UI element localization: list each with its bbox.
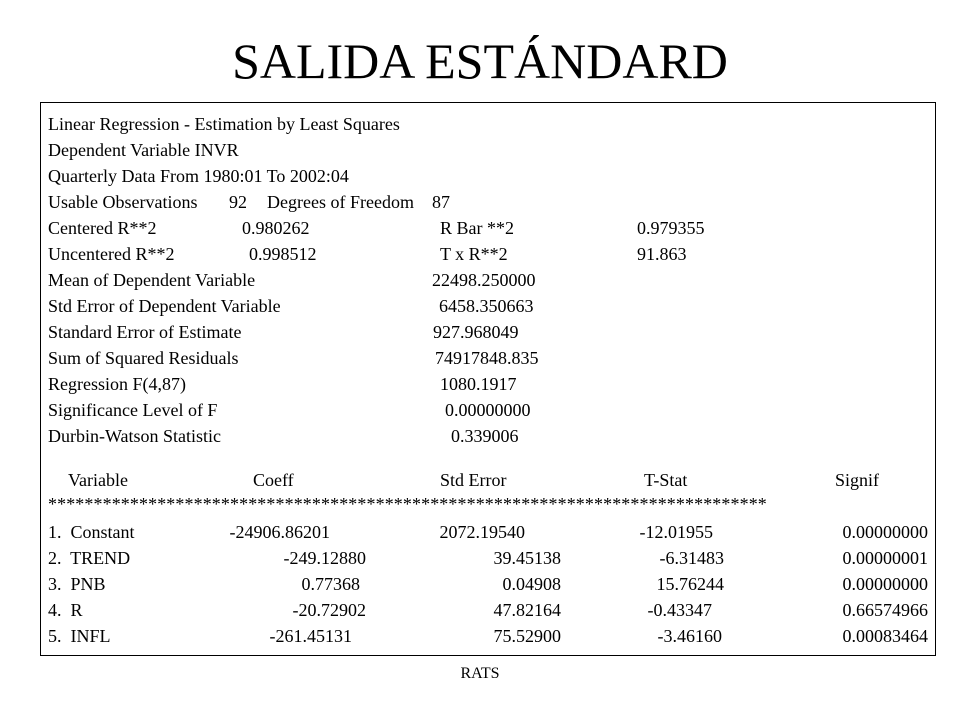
stat-label: Sum of Squared Residuals <box>48 348 239 368</box>
degrees-of-freedom-value: 87 <box>432 192 450 212</box>
column-header-coeff: Coeff <box>253 470 294 490</box>
row-t-stat: -0.43347 <box>647 600 712 620</box>
row-variable: 2. TREND <box>48 548 131 568</box>
observations-line <box>48 189 928 215</box>
table-header <box>48 467 928 493</box>
row-signif: 0.00083464 <box>842 626 928 646</box>
stat-value: 1080.1917 <box>440 374 517 394</box>
stat-value: 22498.250000 <box>432 270 536 290</box>
row-variable: 1. Constant <box>48 522 135 542</box>
row-signif: 0.00000000 <box>842 522 928 542</box>
row-signif: 0.00000000 <box>842 574 928 594</box>
stat-line <box>48 371 928 397</box>
usable-observations-value: 92 <box>229 192 247 212</box>
stat-value: 0.00000000 <box>445 400 531 420</box>
stat-line <box>48 215 928 241</box>
row-coeff: -24906.86201 <box>229 522 330 542</box>
stat-value: 0.980262 <box>242 218 310 238</box>
estimation-method: Linear Regression - Estimation by Least Squares <box>48 114 400 134</box>
row-t-stat: -3.46160 <box>657 626 722 646</box>
row-coeff: -249.12880 <box>283 548 366 568</box>
row-variable: 5. INFL <box>48 626 111 646</box>
usable-observations-label: Usable Observations <box>48 192 198 212</box>
stat-value: 0.339006 <box>451 426 519 446</box>
stat-value: 6458.350663 <box>439 296 534 316</box>
stat-label: Standard Error of Estimate <box>48 322 242 342</box>
table-row <box>48 545 928 571</box>
table-row <box>48 623 928 649</box>
stat-label: Durbin-Watson Statistic <box>48 426 222 446</box>
data-period: Quarterly Data From 1980:01 To 2002:04 <box>48 166 349 186</box>
dependent-variable: Dependent Variable INVR <box>48 140 239 160</box>
column-header-variable: Variable <box>68 470 128 490</box>
table-separator: ******************************************************************************* <box>48 494 767 514</box>
table-row <box>48 597 928 623</box>
stat-label: Centered R**2 <box>48 218 157 238</box>
degrees-of-freedom-label: Degrees of Freedom <box>267 192 414 212</box>
slide-title: SALIDA ESTÁNDARD <box>232 33 728 89</box>
row-std-error: 2072.19540 <box>439 522 525 542</box>
stat-line <box>48 319 928 345</box>
row-coeff: 0.77368 <box>301 574 360 594</box>
row-std-error: 75.52900 <box>493 626 561 646</box>
row-variable: 3. PNB <box>48 574 106 594</box>
column-header-signif: Signif <box>835 470 880 490</box>
regression-output-box <box>40 102 936 656</box>
row-t-stat: -12.01955 <box>639 522 713 542</box>
table-row <box>48 571 928 597</box>
column-header-t-stat: T-Stat <box>644 470 688 490</box>
stat-value-2: 91.863 <box>637 244 687 264</box>
stat-label: Regression F(4,87) <box>48 374 186 394</box>
row-signif: 0.00000001 <box>842 548 928 568</box>
row-coeff: -20.72902 <box>292 600 366 620</box>
stat-line <box>48 293 928 319</box>
stat-value: 927.968049 <box>433 322 519 342</box>
stat-label-2: T x R**2 <box>440 244 508 264</box>
stat-label: Std Error of Dependent Variable <box>48 296 281 316</box>
row-std-error: 39.45138 <box>493 548 561 568</box>
row-signif: 0.66574966 <box>842 600 928 620</box>
table-row <box>48 519 928 545</box>
stat-value-2: 0.979355 <box>637 218 705 238</box>
footer-source: RATS <box>460 665 500 682</box>
stat-label: Mean of Dependent Variable <box>48 270 256 290</box>
stat-value: 74917848.835 <box>435 348 539 368</box>
stat-line <box>48 241 928 267</box>
stat-label: Uncentered R**2 <box>48 244 175 264</box>
row-t-stat: 15.76244 <box>656 574 724 594</box>
row-t-stat: -6.31483 <box>659 548 724 568</box>
column-header-std-error: Std Error <box>440 470 507 490</box>
row-coeff: -261.45131 <box>269 626 352 646</box>
row-std-error: 47.82164 <box>493 600 561 620</box>
stat-line <box>48 267 928 293</box>
stat-line <box>48 397 928 423</box>
stat-line <box>48 345 928 371</box>
stat-label: Significance Level of F <box>48 400 218 420</box>
row-std-error: 0.04908 <box>502 574 561 594</box>
row-variable: 4. R <box>48 600 83 620</box>
stat-line <box>48 423 928 449</box>
stat-value: 0.998512 <box>249 244 317 264</box>
stat-label-2: R Bar **2 <box>440 218 514 238</box>
